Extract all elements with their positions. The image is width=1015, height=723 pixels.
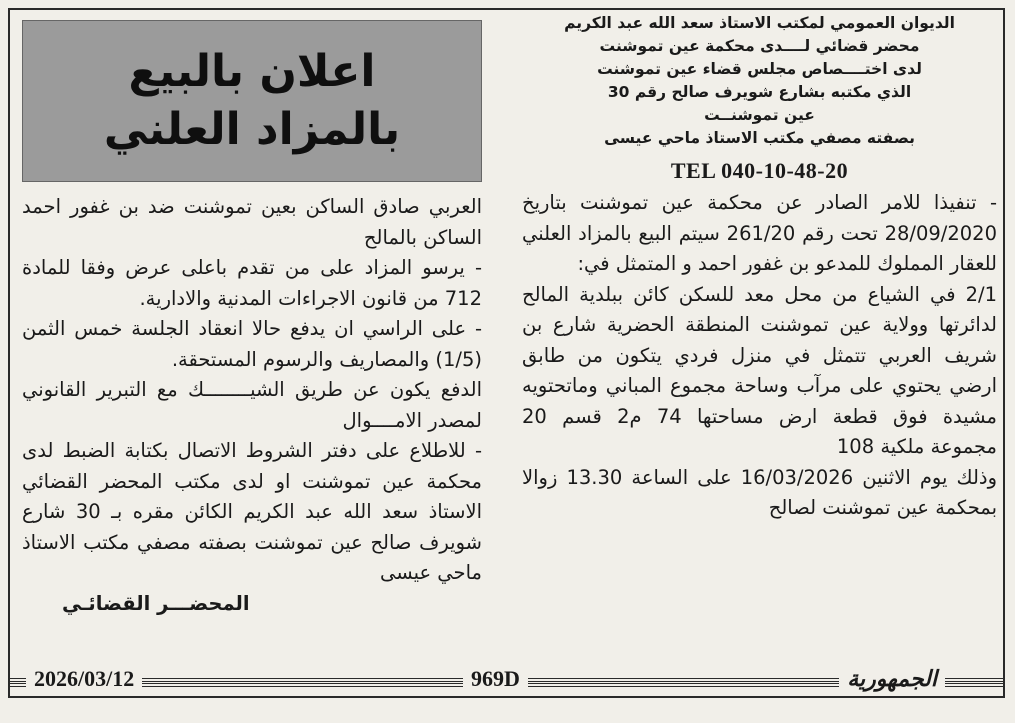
- paragraph: الدفع يكون عن طريق الشيــــــــك مع التبرير القانوني لمصدر الامــــوال: [22, 378, 482, 432]
- newspaper-logo: الجمهورية: [839, 666, 945, 692]
- header-line: محضر قضائي لــــدى محكمة عين تموشنت: [599, 37, 920, 55]
- ad-title: [104, 43, 400, 159]
- paragraph: وذلك يوم الاثنين 16/03/2026 على الساعة 13.30 زوالا بمحكمة عين تموشنت لصالح: [522, 465, 997, 519]
- header-line: الذي مكتبه بشارع شويرف صالح رقم 30: [607, 83, 912, 101]
- ad-title-line: اعلان بالبيع: [128, 46, 376, 97]
- ad-code: 969D: [463, 666, 528, 692]
- header-line: عين تموشنــت: [704, 106, 815, 124]
- header-line: لدى اختــــصاص مجلس قضاء عين تموشنت: [597, 60, 922, 78]
- paragraph: - تنفيذا للامر الصادر عن محكمة عين تموشنت بتاريخ 28/09/2020 تحت رقم 261/20 سيتم البيع بالمزاد العلني للعقار المملوك للمدعو بن غفور احمد و المتمثل في:: [522, 191, 997, 275]
- left-body: [22, 192, 482, 619]
- footer-bar: [8, 664, 1005, 698]
- paragraph: 2/1 في الشياع من محل معد للسكن كائن ببلدية المالح لدائرتها وولاية عين تموشنت المنطقة الحضرية شارع بن شريف العربي تتمثل في منزل فردي يتكون من طابق ارضي يحتوي على مرآب وساحة مجموع المباني وماتحتويه مشيدة فوق قطعة ارض مساحتها 74 م2 قسم 20 مجموعة ملكية 108: [522, 282, 998, 458]
- left-column: [22, 20, 482, 660]
- paragraph: - على الراسي ان يدفع حالا انعقاد الجلسة خمس الثمن (1/5) والمصاريف والرسوم المستحقة.: [22, 317, 482, 371]
- paragraph: - للاطلاع على دفتر الشروط الاتصال بكتابة الضبط لدى محكمة عين تموشنت او لدى مكتب المحضر القضائي الاستاذ سعد الله عبد الكريم الكائن مقره بـ 30 شارع شويرف صالح عين تموشنت بصفته مصفي مكتب الاستاذ ماحي عيسى: [22, 439, 483, 584]
- header-line: الديوان العمومي لمكتب الاستاذ سعد الله عبد الكريم: [564, 14, 955, 32]
- telephone-number: TEL 040-10-48-20: [670, 158, 849, 183]
- ad-title-line: بالمزاد العلني: [103, 104, 401, 155]
- paragraph: العربي صادق الساكن بعين تموشنت ضد بن غفور احمد الساكن بالمالح: [22, 195, 482, 249]
- bailiff-header: [522, 12, 997, 150]
- signature: المحضـــر القضائـي: [62, 591, 250, 615]
- ad-title-box: [22, 20, 482, 182]
- right-column: [522, 12, 997, 652]
- right-body: [522, 188, 997, 524]
- publication-date: 2026/03/12: [26, 666, 142, 692]
- header-line: بصفته مصفي مكتب الاستاذ ماحي عيسى: [604, 129, 915, 147]
- paragraph: - يرسو المزاد على من تقدم باعلى عرض وفقا للمادة 712 من قانون الاجراءات المدنية والادارية.: [22, 256, 482, 310]
